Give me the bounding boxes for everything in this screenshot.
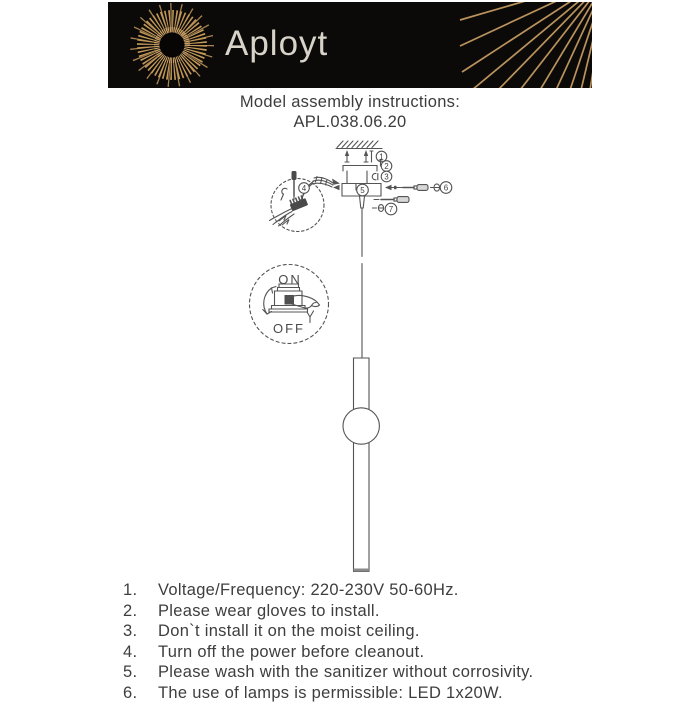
list-item <box>123 621 593 642</box>
rays-decoration <box>460 2 592 88</box>
on-label: ON <box>278 272 302 287</box>
list-item <box>123 683 593 704</box>
item-text: Voltage/Frequency: 220-230V 50-60Hz. <box>158 581 459 599</box>
instructions-list <box>123 580 593 704</box>
item-number: 1. <box>123 581 138 599</box>
item-number: 3. <box>123 622 138 641</box>
svg-text:1: 1 <box>379 152 384 162</box>
svg-text:5: 5 <box>360 186 365 195</box>
list-item <box>123 601 593 622</box>
off-label: OFF <box>273 321 305 336</box>
list-item <box>123 580 593 601</box>
svg-text:2: 2 <box>384 161 389 171</box>
item-text: Turn off the power before cleanout. <box>158 642 425 661</box>
list-item <box>123 642 593 663</box>
callout-4 <box>299 183 310 194</box>
svg-text:3: 3 <box>384 172 389 182</box>
clip-fitting <box>372 173 378 179</box>
lamp-tube <box>354 358 370 572</box>
item-text: Don`t install it on the moist ceiling. <box>158 622 420 641</box>
callout-7 <box>385 203 397 215</box>
ceiling-hatching <box>336 141 382 149</box>
item-number: 5. <box>123 663 138 682</box>
callout-5 <box>357 184 369 196</box>
model-number: APL.038.06.20 <box>293 113 407 131</box>
lamp-sphere <box>343 408 379 444</box>
callout-2 <box>381 161 392 172</box>
brand-banner <box>108 2 592 88</box>
screwdriver-6 <box>394 184 440 191</box>
onoff-switch-inset <box>250 265 329 344</box>
sunburst-icon <box>145 18 199 72</box>
brand-name: Aployt <box>225 24 329 63</box>
item-number: 2. <box>123 601 138 620</box>
item-number: 4. <box>123 642 138 661</box>
callout-3 <box>381 171 392 182</box>
tube-end-cap <box>354 569 370 572</box>
pendant-lamp <box>343 208 379 572</box>
assembly-diagram <box>245 135 460 580</box>
item-number: 6. <box>123 683 138 702</box>
svg-text:6: 6 <box>443 183 449 193</box>
item-text: Please wear gloves to install. <box>158 601 380 620</box>
callout-6 <box>440 182 452 194</box>
svg-text:7: 7 <box>388 205 394 214</box>
anchor-screws <box>345 150 373 162</box>
list-item <box>123 662 593 683</box>
page-title: Model assembly instructions: <box>239 93 461 111</box>
svg-text:4: 4 <box>301 183 307 193</box>
item-text: The use of lamps is permissible: LED 1x20W. <box>158 683 503 702</box>
item-text: Please wash with the sanitizer without corrosivity. <box>158 663 534 682</box>
